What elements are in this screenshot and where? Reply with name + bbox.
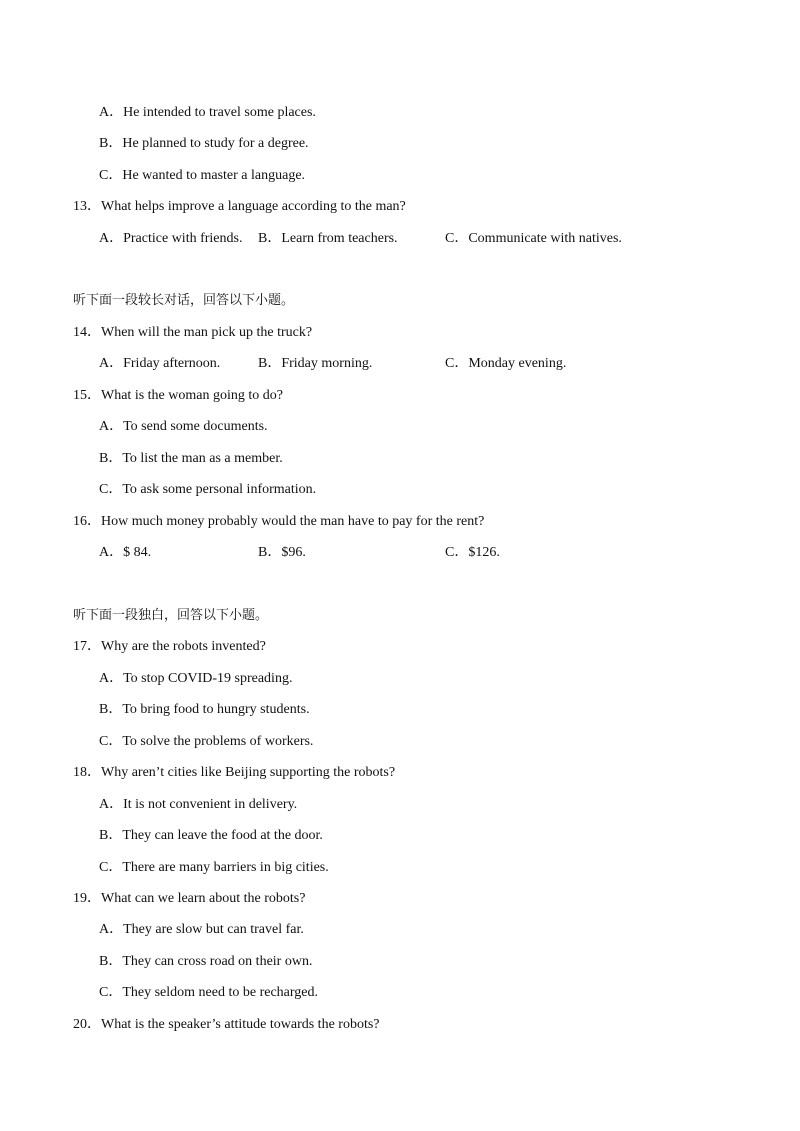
q17-option-b: B．To bring food to hungry students. — [99, 702, 310, 717]
q13-option-a: A．Practice with friends. — [99, 231, 243, 246]
q13-stem: 13．What helps improve a language according to the man? — [73, 199, 406, 214]
q19-stem: 19．What can we learn about the robots? — [73, 891, 306, 906]
q19-option-b: B．They can cross road on their own. — [99, 954, 313, 969]
q14-option-b: B．Friday morning. — [258, 356, 373, 371]
section-instruction-dialogue: 听下面一段较长对话，回答以下小题。 — [73, 293, 295, 308]
q17-option-a: A．To stop COVID-19 spreading. — [99, 671, 293, 686]
q14-stem: 14．When will the man pick up the truck? — [73, 325, 313, 340]
q12-option-a: A．He intended to travel some places. — [99, 105, 316, 120]
q18-option-b: B．They can leave the food at the door. — [99, 828, 323, 843]
q15-option-b: B．To list the man as a member. — [99, 451, 283, 466]
q16-option-b: B．$96. — [258, 545, 306, 560]
q14-option-a: A．Friday afternoon. — [99, 356, 221, 371]
q17-option-c: C．To solve the problems of workers. — [99, 734, 314, 749]
q19-option-c: C．They seldom need to be recharged. — [99, 985, 319, 1000]
q18-stem: 18．Why aren’t cities like Beijing supporting the robots? — [73, 765, 396, 780]
q16-stem: 16．How much money probably would the man have to pay for the rent? — [73, 514, 485, 529]
q18-option-a: A．It is not convenient in delivery. — [99, 797, 298, 812]
q20-stem: 20．What is the speaker’s attitude towards the robots? — [73, 1017, 380, 1032]
q17-stem: 17．Why are the robots invented? — [73, 639, 266, 654]
q12-option-c: C．He wanted to master a language. — [99, 168, 306, 183]
q18-option-c: C．There are many barriers in big cities. — [99, 860, 329, 875]
q16-option-a: A．$ 84. — [99, 545, 152, 560]
q13-option-c: C．Communicate with natives. — [445, 231, 622, 246]
q16-option-c: C．$126. — [445, 545, 500, 560]
q12-option-b: B．He planned to study for a degree. — [99, 136, 309, 151]
q13-option-b: B．Learn from teachers. — [258, 231, 398, 246]
q15-option-c: C．To ask some personal information. — [99, 482, 317, 497]
q19-option-a: A．They are slow but can travel far. — [99, 922, 304, 937]
section-instruction-monologue: 听下面一段独白，回答以下小题。 — [73, 608, 269, 623]
q15-option-a: A．To send some documents. — [99, 419, 268, 434]
q14-option-c: C．Monday evening. — [445, 356, 567, 371]
q15-stem: 15．What is the woman going to do? — [73, 388, 283, 403]
